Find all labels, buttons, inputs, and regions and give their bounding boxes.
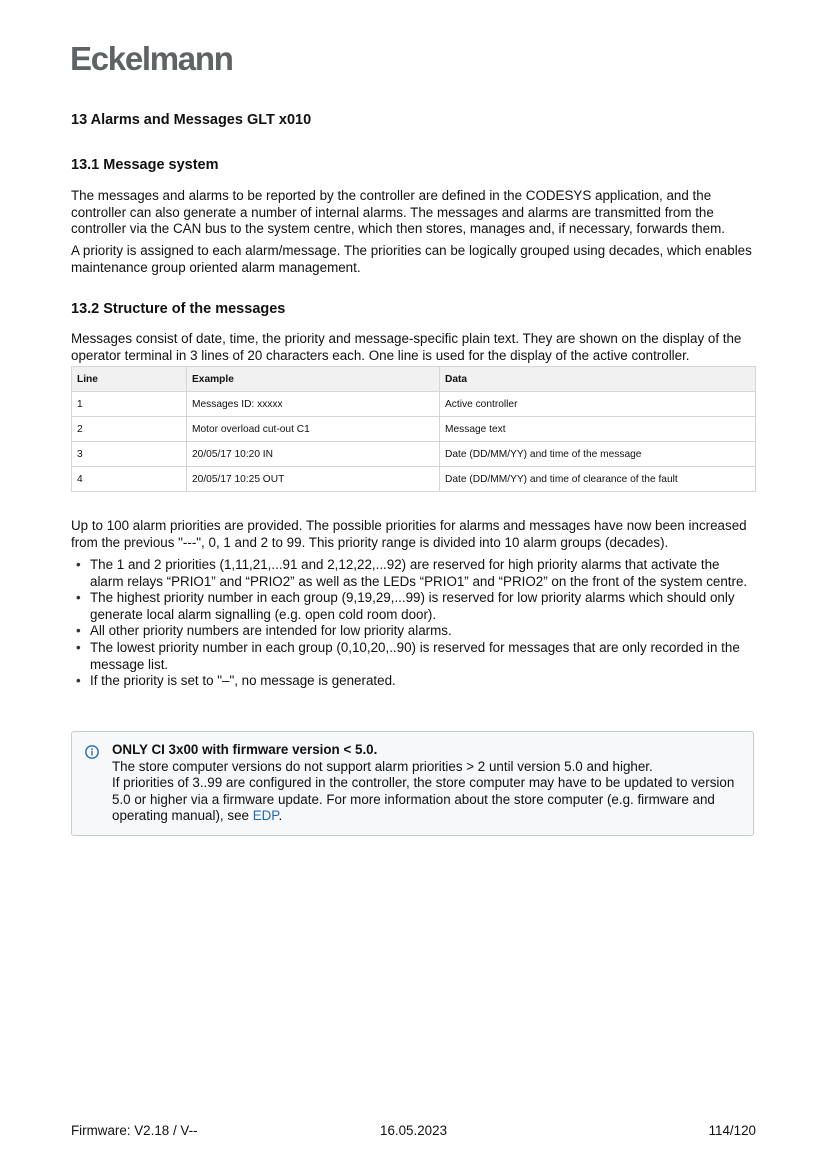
column-header-line: Line — [72, 367, 187, 392]
info-note-text — [112, 742, 747, 825]
page-footer — [71, 1123, 756, 1141]
paragraph: A priority is assigned to each alarm/message. The priorities can be logically grouped using decades, which enables maintenance group oriented alarm management. — [71, 243, 752, 275]
cell-example: Motor overload cut-out C1 — [187, 417, 440, 442]
info-note-line: The store computer versions do not support alarm priorities > 2 until version 5.0 and higher. — [112, 758, 653, 774]
paragraph-priorities: Up to 100 alarm priorities are provided. The possible priorities for alarms and messages have now been increased from the previous "---", 0, 1 and 2 to 99. This priority range is divided into 10 alarm groups (decades). — [71, 518, 747, 550]
cell-data: Message text — [440, 417, 756, 442]
info-icon — [85, 745, 99, 759]
list-item: • The 1 and 2 priorities (1,11,21,...91 and 2,12,22,...92) are reserved for high priority alarms that activate the alarm relays “PRIO1” and “PRIO2” as well as the LEDs “PRIO1” and “PRIO2” on the front of the system centre. — [71, 557, 756, 590]
cell-data: Active controller — [440, 392, 756, 417]
message-structure-table — [71, 366, 756, 492]
list-item: • If the priority is set to "–", no message is generated. — [71, 673, 756, 690]
footer-firmware: Firmware: V2.18 / V-- — [71, 1123, 198, 1138]
cell-example: Messages ID: xxxxx — [187, 392, 440, 417]
list-item: • All other priority numbers are intended for low priority alarms. — [71, 623, 756, 640]
cell-line: 4 — [72, 467, 187, 492]
info-note-text-span: If priorities of 3..99 are configured in the controller, the store computer may have to be updated to version 5.0 or higher via a firmware update. For more information about the store computer (e.g. firmware and operating manual), see — [112, 775, 735, 824]
table-header-row — [72, 367, 756, 392]
section-title-structure: 13.2 Structure of the messages — [71, 301, 286, 317]
table-row — [72, 442, 756, 467]
cell-data: Date (DD/MM/YY) and time of clearance of the fault — [440, 467, 756, 492]
column-header-data: Data — [440, 367, 756, 392]
eckelmann-logo: Eckelmann — [70, 40, 233, 77]
cell-line: 2 — [72, 417, 187, 442]
info-note-line — [112, 775, 747, 825]
cell-line: 1 — [72, 392, 187, 417]
table-row — [72, 417, 756, 442]
list-item: • The lowest priority number in each group (0,10,20,..90) is reserved for messages that are only recorded in the message list. — [71, 640, 756, 673]
footer-page-number: 114/120 — [708, 1123, 756, 1138]
cell-data: Date (DD/MM/YY) and time of the message — [440, 442, 756, 467]
edp-link[interactable]: EDP — [252, 808, 279, 824]
priority-rules-list — [71, 557, 756, 690]
info-note-title: ONLY CI 3x00 with firmware version < 5.0. — [112, 742, 378, 757]
footer-date: 16.05.2023 — [380, 1123, 448, 1138]
cell-example: 20/05/17 10:25 OUT — [187, 467, 440, 492]
table-row — [72, 467, 756, 492]
list-item: • The highest priority number in each group (9,19,29,...99) is reserved for low priority alarms which should only generate local alarm signalling (e.g. open cold room door). — [71, 590, 756, 623]
table-row — [72, 392, 756, 417]
column-header-example: Example — [187, 367, 440, 392]
section-title-message-system: 13.1 Message system — [71, 157, 219, 173]
cell-example: 20/05/17 10:20 IN — [187, 442, 440, 467]
cell-line: 3 — [72, 442, 187, 467]
chapter-title: 13 Alarms and Messages GLT x010 — [71, 112, 312, 128]
info-note-period: . — [278, 808, 283, 824]
paragraph: The messages and alarms to be reported by the controller are defined in the CODESYS application, and the controller can also generate a number of internal alarms. The messages and alarms are transmitted from the controller via the CAN bus to the system centre, which then stores, manages and, if necessary, forwards them. — [71, 188, 725, 237]
info-note-box — [71, 731, 754, 836]
paragraph: Messages consist of date, time, the priority and message-specific plain text. They are shown on the display of the operator terminal in 3 lines of 20 characters each. One line is used for the display of the active controller. — [71, 331, 742, 363]
